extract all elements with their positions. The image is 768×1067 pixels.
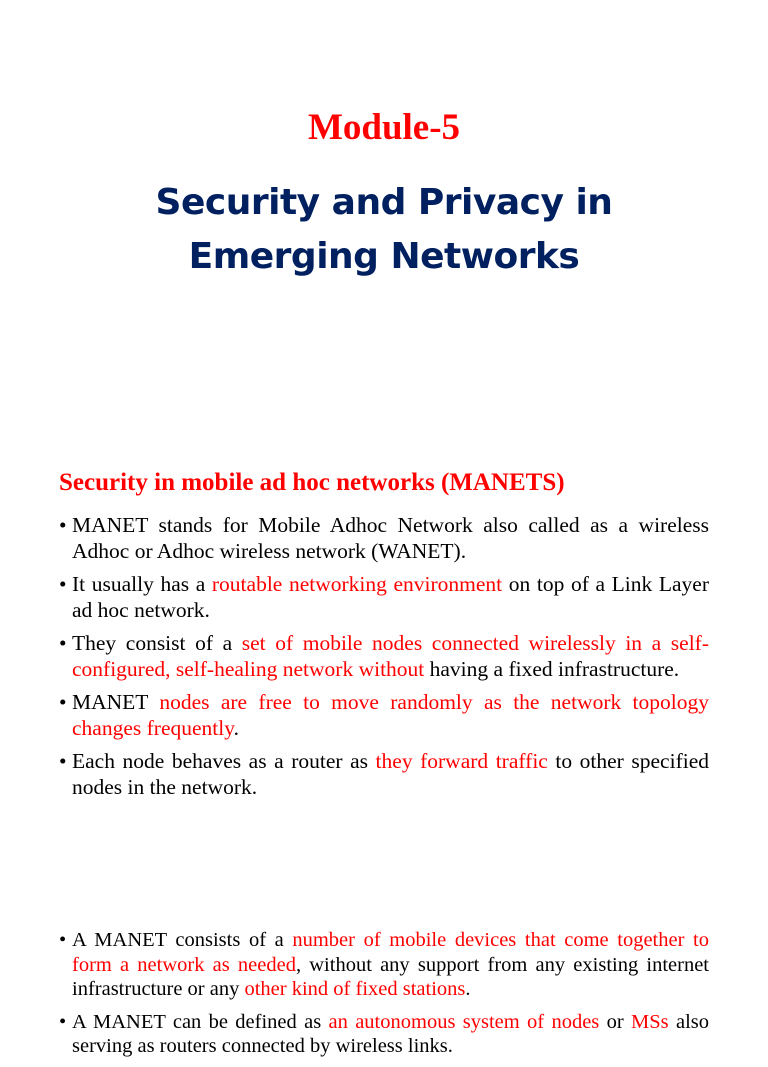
bullet-text: on top of a Link Layer ad hoc network.: [72, 572, 709, 622]
bullet-item: [59, 571, 709, 623]
bullet-item: [59, 689, 709, 741]
bullet-item: [59, 748, 709, 800]
highlight-text: other kind of fixed stations: [244, 978, 466, 1000]
bullet-text: having a fixed infrastructure.: [424, 657, 680, 681]
bullet-dot: •: [59, 513, 67, 537]
bullet-text: MANET stands for Mobile Adhoc Network also called as a wireless Adhoc or Adhoc wireless network (WANET).: [72, 513, 709, 563]
highlight-text: an autonomous system of nodes: [328, 1010, 600, 1033]
manet-security-slide: [0, 440, 768, 880]
bullet-list: [59, 512, 709, 807]
bullet-dot: •: [59, 631, 67, 655]
module-heading: Module-5: [307, 107, 461, 148]
bullet-text: A MANET consists of a: [72, 929, 293, 951]
bullet-item: [59, 630, 709, 682]
bullet-text: .: [465, 978, 471, 1000]
highlight-text: number of mobile devices that come together to form a network as needed: [72, 929, 709, 976]
bullet-dot: •: [59, 749, 67, 773]
bullet-item: [59, 1010, 709, 1059]
bullet-text: to other specified nodes in the network.: [72, 749, 709, 799]
bullet-dot: •: [59, 1010, 67, 1033]
bullet-dot: •: [59, 690, 67, 714]
highlight-text: they forward traffic: [375, 749, 548, 773]
slide-title-line-1: Security and Privacy in: [155, 182, 613, 223]
slide-title: [0, 176, 768, 284]
bullet-text: , without any support from any existing internet infrastructure or any: [72, 953, 710, 1000]
bullet-text: A MANET can be defined as: [72, 1010, 329, 1033]
bullet-text: They consist of a: [72, 631, 242, 655]
bullet-text: or: [599, 1010, 632, 1033]
title-slide: [0, 0, 768, 440]
bullet-item: [59, 928, 709, 1002]
highlight-text: set of mobile nodes connected wirelessly in a self-configured, self-healing network without: [72, 631, 709, 681]
bullet-text: also serving as routers connected by wireless links.: [72, 1010, 709, 1057]
bullet-list: [59, 928, 709, 1067]
bullet-text: Each node behaves as a router as: [72, 749, 376, 773]
bullet-text: It usually has a: [72, 572, 212, 596]
bullet-dot: •: [59, 572, 67, 596]
section-heading: Security in mobile ad hoc networks (MANETS): [59, 469, 565, 496]
highlight-text: routable networking environment: [211, 572, 503, 596]
bullet-text: MANET: [72, 690, 160, 714]
bullet-text: .: [233, 716, 239, 740]
highlight-text: nodes are free to move randomly as the network topology changes frequently: [72, 690, 709, 740]
bullet-dot: •: [59, 929, 67, 951]
manet-definition-slide: [0, 880, 768, 1057]
slide-title-line-2: Emerging Networks: [188, 236, 580, 277]
bullet-item: [59, 512, 709, 564]
highlight-text: MSs: [631, 1010, 669, 1033]
